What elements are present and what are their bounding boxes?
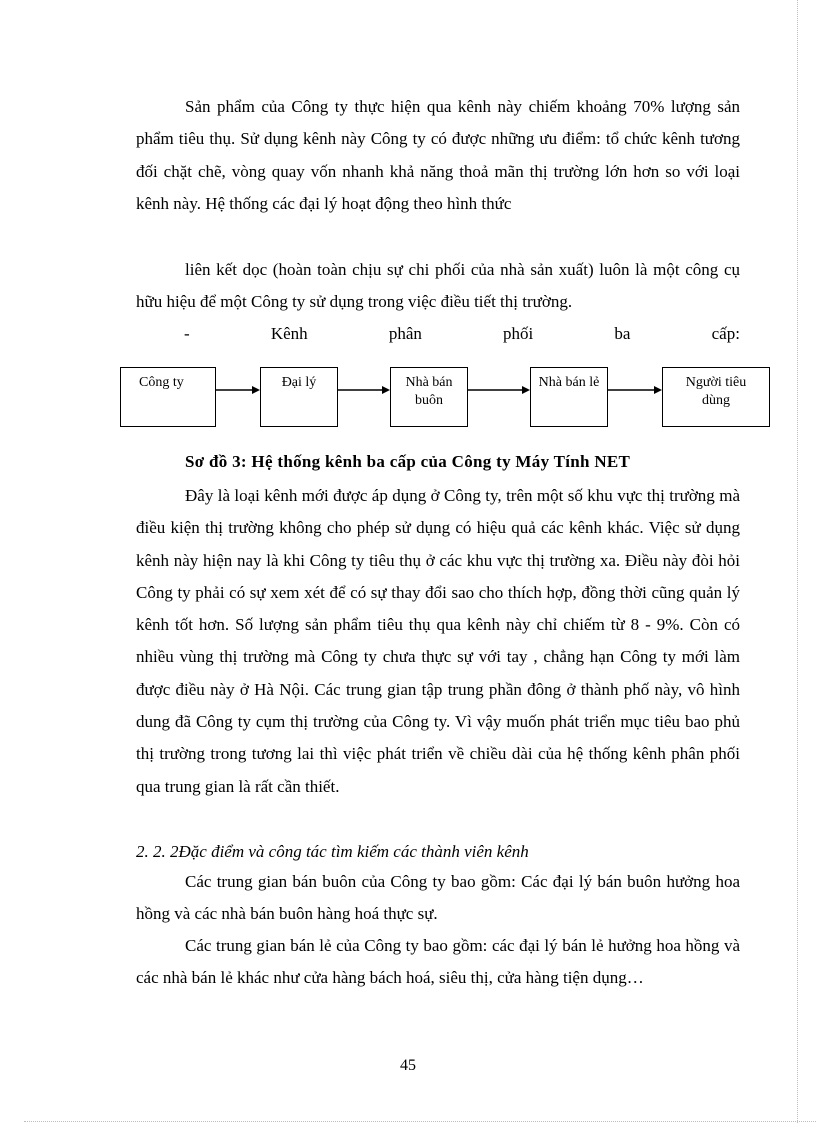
word-phan: phân (388, 324, 422, 343)
diagram-box-company: Công ty (120, 367, 216, 427)
paragraph-vertical-link: liên kết dọc (hoàn toàn chịu sự chi phối của nhà sản xuất) luôn là một công cụ hữu hiệu để một Công ty sử dụng trong việc điều tiết thị trường. (136, 260, 740, 312)
margin-guide-right (797, 0, 798, 1123)
diagram-box-wholesaler: Nhà bán buôn (390, 367, 468, 427)
section-heading: 2. 2. 2Đặc điểm và công tác tìm kiếm các thành viên kênh (136, 842, 529, 861)
arrow-right-icon (468, 384, 530, 396)
paragraph-new-channel: Đây là loại kênh mới được áp dụng ở Công ty, trên một số khu vực thị trường mà điều kiện thị trường không cho phép sử dụng có hiệu quả các kênh khác. Việc sử dụng kênh này hiện nay là khi Công ty tiêu thụ ở các khu vực thị trường xa. Điều này đòi hỏi Công ty phải có sự xem xét để có sự thay đổi sao cho thích hợp, đồng thời cũng quản lý kênh tốt hơn. Số lượng sản phẩm tiêu thụ qua kênh này chỉ chiếm từ 8 - 9%. Còn có nhiều vùng thị trường mà Công ty chưa thực sự với tay , chẳng hạn Công ty mới làm được điều này ở Hà Nội. Các trung gian tập trung phần đông ở thành phố này, vô hình dung đã Công ty cụm thị trường của Công ty. Vì vậy muốn phát triển mục tiêu bao phủ thị trường trong tương lai thì việc phát triển về chiều dài của hệ thống kênh phân phối qua trung gian là rất cần thiết. (136, 486, 740, 796)
distribution-level-line (136, 318, 740, 350)
word-kenh: Kênh (270, 324, 308, 343)
paragraph-wholesale-intermediaries: Các trung gian bán buôn của Công ty bao gồm: Các đại lý bán buôn hưởng hoa hồng và các nhà bán buôn hàng hoá thực sự. (136, 872, 740, 924)
arrow-right-icon (338, 384, 390, 396)
arrow-right-icon (608, 384, 662, 396)
paragraph-channel-share: Sản phẩm của Công ty thực hiện qua kênh này chiếm khoảng 70% lượng sản phẩm tiêu thụ. Sử dụng kênh này Công ty có được những ưu điểm: tổ chức kênh tương đối chặt chẽ, vòng quay vốn nhanh khả năng thoả mãn thị trường lớn hơn so với loại kênh này. Hệ thống các đại lý hoạt động theo hình thức (136, 97, 740, 213)
word-ba: ba (614, 324, 631, 343)
diagram-caption: Sơ đồ 3: Hệ thống kênh ba cấp của Công ty Máy Tính NET (185, 452, 631, 471)
dash-marker: - (184, 324, 190, 343)
diagram-box-agent: Đại lý (260, 367, 338, 427)
paragraph-retail-intermediaries: Các trung gian bán lẻ của Công ty bao gồm: các đại lý bán lẻ hưởng hoa hồng và các nhà bán lẻ khác như cửa hàng bách hoá, siêu thị, cửa hàng tiện dụng… (136, 936, 740, 988)
diagram-box-retailer: Nhà bán lẻ (530, 367, 608, 427)
diagram-box-consumer: Người tiêu dùng (662, 367, 770, 427)
margin-guide-bottom (24, 1121, 816, 1122)
arrow-right-icon (216, 384, 260, 396)
page-number: 45 (400, 1057, 416, 1074)
word-phoi: phối (503, 324, 534, 343)
word-cap: cấp: (711, 324, 740, 343)
